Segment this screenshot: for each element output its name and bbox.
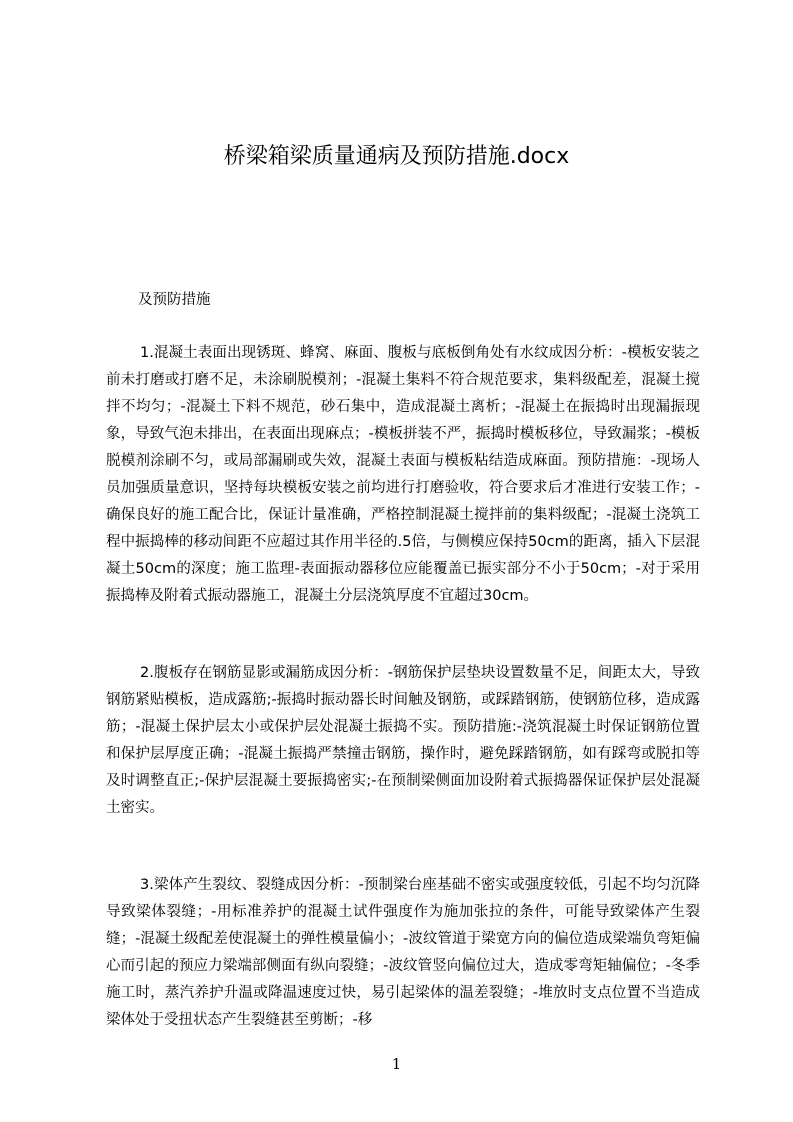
paragraph-1: 1.混凝土表面出现锈斑、蜂窝、麻面、腹板与底板倒角处有水纹成因分析：-模板安装之前未打磨或打磨不足，未涂刷脱模剂；-混凝土集料不符合规范要求，集料级配差，混凝土搅拌不均匀；-混凝土下料不规范，砂石集中，造成混凝土离析；-混凝土在振捣时出现漏振现象，导致气泡未排出，在表面出现麻点；-模板拼装不严，振捣时模板移位，导致漏浆；-模板脱模剂涂刷不匀，或局部漏刷或失效，混凝土表面与模板粘结造成麻面。预防措施：-现场人员加强质量意识，坚持每块模板安装之前均进行打磨验收，符合要求后才准进行安装工作；-确保良好的施工配合比，保证计量准确，严格控制混凝土搅拌前的集料级配；-混凝土浇筑工程中振捣棒的移动间距不应超过其作用半径的.5倍，与侧模应保持50cm的距离，插入下层混凝土50cm的深度；施工监理-表面振动器移位应能覆盖已振实部分不小于50cm；-对于采用振捣棒及附着式振动器施工，混凝土分层浇筑厚度不宜超过30cm。 xyxy=(106,345,700,604)
document-title: 桥梁箱梁质量通病及预防措施.docx xyxy=(223,144,570,169)
page-number: 1 xyxy=(391,1055,402,1073)
paragraph-3: 3.梁体产生裂纹、裂缝成因分析：-预制梁台座基础不密实或强度较低，引起不均匀沉降导致梁体裂缝；-用标准养护的混凝土试件强度作为施加张拉的条件，可能导致梁体产生裂缝；-混凝土级配差使混凝土的弹性模量偏小；-波纹管道于梁宽方向的偏位造成梁端负弯矩偏心而引起的预应力梁端部侧面有纵向裂缝；-波纹管竖向偏位过大，造成零弯矩轴偏位；-冬季施工时，蒸汽养护升温或降温速度过快，易引起梁体的温差裂缝；-堆放时支点位置不当造成梁体处于受扭状态产生裂缝甚至剪断；-移 xyxy=(106,877,700,1028)
section-heading: 及预防措施 xyxy=(138,292,211,308)
paragraph-2: 2.腹板存在钢筋显影或漏筋成因分析：-钢筋保护层垫块设置数量不足，间距太大，导致钢筋紧贴模板，造成露筋;-振捣时振动器长时间触及钢筋，或踩踏钢筋，使钢筋位移，造成露筋；-混凝土保护层太小或保护层处混凝土振捣不实。预防措施:-浇筑混凝土时保证钢筋位置和保护层厚度正确；-混凝土振捣严禁撞击钢筋，操作时，避免踩踏钢筋，如有踩弯或脱扣等及时调整直正;-保护层混凝土要振捣密实;-在预制梁侧面加设附着式振捣器保证保护层处混凝土密实。 xyxy=(106,665,700,816)
